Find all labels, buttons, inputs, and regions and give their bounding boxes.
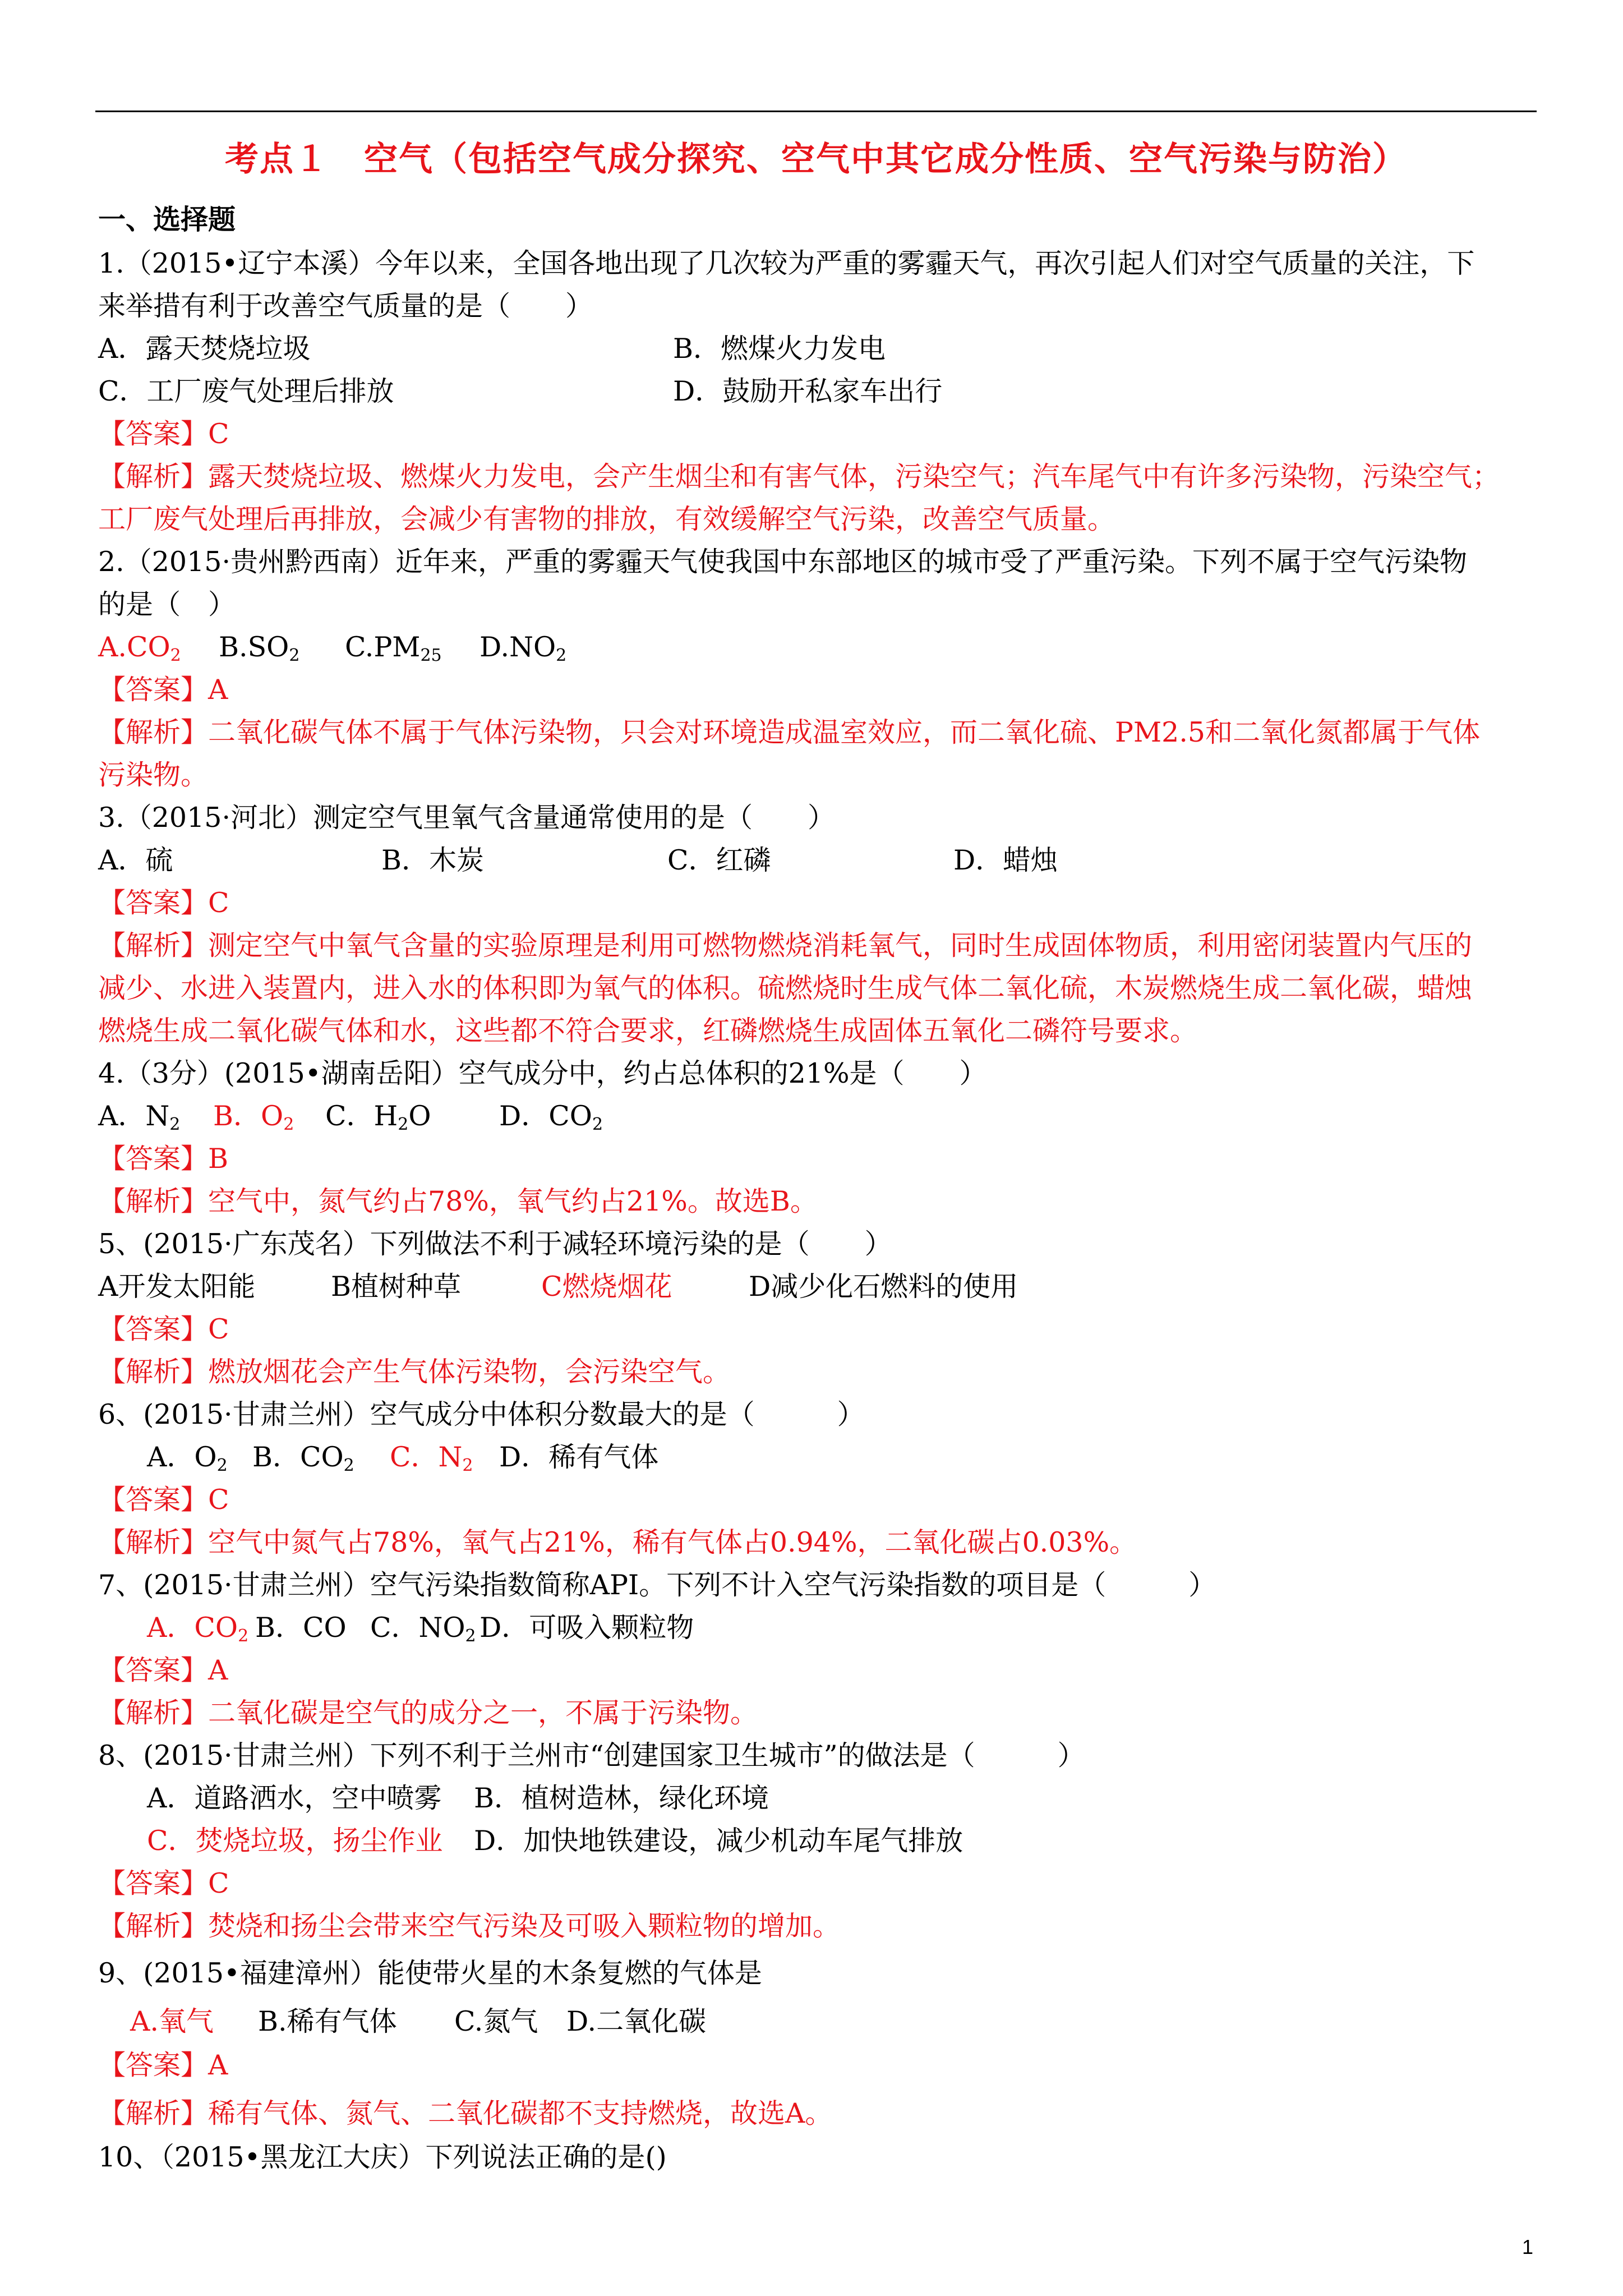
q4-option-a: A．$N_2$ xyxy=(98,1100,181,1134)
question-1-line-2: 来举措有利于改善空气质量的是（ ） xyxy=(98,290,593,322)
q2-option-d: $D.NO_2$ xyxy=(479,631,567,665)
q8-option-b: B．植树造林，绿化环境 xyxy=(474,1782,769,1814)
q5-option-c: C燃烧烟花 xyxy=(541,1271,672,1303)
q3-analysis-line-2: 减少、水进入装置内，进入水的体积即为氧气的体积。硫燃烧时生成气体二氧化硫，木炭燃烧生成二氧化碳，蜡烛 xyxy=(98,972,1473,1004)
q6-option-c: C．$N_2$ xyxy=(390,1441,473,1475)
q9-option-b: B.稀有气体 xyxy=(258,2005,397,2037)
q3-answer: 【答案】C xyxy=(98,887,229,919)
q6-analysis-line-1: 【解析】空气中氮气占78%，氧气占21%，稀有气体占0.94%，二氧化碳占0.03%。 xyxy=(98,1526,1137,1558)
question-7-line-1: 7、(2015·甘肃兰州）空气污染指数简称API。下列不计入空气污染指数的项目是（ ） xyxy=(98,1569,1216,1601)
q6-answer: 【答案】C xyxy=(98,1484,229,1516)
question-10-line-1: 10、（2015•黑龙江大庆）下列说法正确的是() xyxy=(98,2141,667,2173)
q9-option-c: C.氮气 xyxy=(454,2005,538,2037)
question-3-line-1: 3.（2015·河北）测定空气里氧气含量通常使用的是（ ） xyxy=(98,802,836,834)
page-title: 考点１ 空气（包括空气成分探究、空气中其它成分性质、空气污染与防治） xyxy=(225,140,1407,179)
q4-option-c: C．$H_2O$ xyxy=(325,1100,431,1134)
question-1-line-1: 1.（2015•辽宁本溪）今年以来，全国各地出现了几次较为严重的雾霾天气，再次引起人们对空气质量的关注，下 xyxy=(98,247,1475,279)
q2-option-a: $A.CO_2$ xyxy=(98,631,181,665)
q3-analysis-line-1: 【解析】测定空气中氧气含量的实验原理是利用可燃物燃烧消耗氧气，同时生成固体物质，利用密闭装置内气压的 xyxy=(98,930,1473,961)
q2-option-b: $B.SO_2$ xyxy=(219,631,300,665)
question-8-line-1: 8、(2015·甘肃兰州）下列不利于兰州市“创建国家卫生城市”的做法是（ ） xyxy=(98,1740,1085,1772)
q6-option-d: D．稀有气体 xyxy=(499,1441,659,1473)
q7-option-c: C．$NO_2$ xyxy=(370,1612,476,1646)
q2-analysis-line-1: 【解析】二氧化碳气体不属于气体污染物，只会对环境造成温室效应，而二氧化硫、PM2.5和二氧化氮都属于气体 xyxy=(98,716,1481,748)
q5-option-d: D减少化石燃料的使用 xyxy=(749,1271,1018,1303)
answer-value: C xyxy=(208,418,229,450)
question-9-line-1: 9、(2015•福建漳州）能使带火星的木条复燃的气体是 xyxy=(98,1957,762,1989)
q1-option-b: B．燃煤火力发电 xyxy=(673,333,886,365)
q1-option-a: A．露天焚烧垃圾 xyxy=(98,333,311,365)
q3-option-c: C．红磷 xyxy=(667,844,771,876)
q3-option-a: A．硫 xyxy=(98,844,173,876)
q7-answer: 【答案】A xyxy=(98,1654,228,1686)
q5-option-b: B植树种草 xyxy=(331,1271,462,1303)
q9-option-a: A.氧气 xyxy=(130,2005,214,2037)
question-2-line-2: 的是（ ） xyxy=(98,588,236,620)
q9-analysis-line-1: 【解析】稀有气体、氮气、二氧化碳都不支持燃烧，故选A。 xyxy=(98,2097,833,2129)
q6-option-a: A．$O_2$ xyxy=(147,1441,228,1475)
q1-analysis-line-2: 工厂废气处理后再排放，会减少有害物的排放，有效缓解空气污染，改善空气质量。 xyxy=(98,503,1115,535)
q7-option-b: B．CO xyxy=(255,1612,347,1644)
q7-analysis-line-1: 【解析】二氧化碳是空气的成分之一，不属于污染物。 xyxy=(98,1697,758,1729)
question-2-line-1: 2.（2015·贵州黔西南）近年来，严重的雾霾天气使我国中东部地区的城市受了严重污染。下列不属于空气污染物 xyxy=(98,546,1468,578)
q7-option-a: A．$CO_2$ xyxy=(147,1612,249,1646)
q5-option-a: A开发太阳能 xyxy=(98,1271,256,1303)
q3-option-d: D．蜡烛 xyxy=(953,844,1058,876)
q4-answer: 【答案】B xyxy=(98,1143,229,1175)
q4-analysis-line-1: 【解析】空气中，氮气约占78%，氧气约占21%。故选B。 xyxy=(98,1185,818,1217)
q8-option-c: C．焚烧垃圾，扬尘作业 xyxy=(147,1825,443,1857)
answer-tag: 【答案】 xyxy=(98,418,209,450)
q8-option-d: D．加快地铁建设，减少机动车尾气排放 xyxy=(474,1825,963,1857)
q2-option-c: $C.PM_{25}$ xyxy=(345,631,442,665)
q9-option-d: D.二氧化碳 xyxy=(566,2005,707,2037)
q9-answer: 【答案】A xyxy=(98,2049,228,2081)
q8-option-a: A．道路洒水，空中喷雾 xyxy=(147,1782,442,1814)
q6-option-b: B．$CO_2$ xyxy=(252,1441,354,1475)
q5-analysis-line-1: 【解析】燃放烟花会产生气体污染物，会污染空气。 xyxy=(98,1356,731,1388)
q8-answer: 【答案】C xyxy=(98,1867,229,1899)
q1-option-c: C．工厂废气处理后排放 xyxy=(98,375,394,407)
header-rule xyxy=(95,111,1537,112)
q2-analysis-line-2: 污染物。 xyxy=(98,759,209,791)
q1-option-d: D．鼓励开私家车出行 xyxy=(673,375,943,407)
q8-analysis-line-1: 【解析】焚烧和扬尘会带来空气污染及可吸入颗粒物的增加。 xyxy=(98,1910,841,1942)
q5-answer: 【答案】C xyxy=(98,1313,229,1345)
question-6-line-1: 6、(2015·甘肃兰州）空气成分中体积分数最大的是（ ） xyxy=(98,1398,865,1430)
q7-option-d: D．可吸入颗粒物 xyxy=(479,1612,694,1644)
q2-answer: 【答案】A xyxy=(98,674,228,706)
q4-option-b: B．$O_2$ xyxy=(213,1100,294,1134)
question-4-line-1: 4.（3分）(2015•湖南岳阳）空气成分中，约占总体积的21%是（ ） xyxy=(98,1057,987,1089)
q4-option-d: D．$CO_2$ xyxy=(499,1100,603,1134)
q3-option-b: B．木炭 xyxy=(381,844,485,876)
page-number: 1 xyxy=(1522,2235,1534,2258)
q3-analysis-line-3: 燃烧生成二氧化碳气体和水，这些都不符合要求，红磷燃烧生成固体五氧化二磷符号要求。 xyxy=(98,1015,1198,1047)
question-5-line-1: 5、(2015·广东茂名）下列做法不利于减轻环境污染的是（ ） xyxy=(98,1228,892,1260)
q1-answer xyxy=(98,417,229,451)
q1-analysis-line-1: 【解析】露天焚烧垃圾、燃煤火力发电，会产生烟尘和有害气体，污染空气；汽车尾气中有许多污染物，污染空气； xyxy=(98,461,1500,493)
analysis-tag: 【解析】 xyxy=(98,461,209,493)
section-heading: 一、选择题 xyxy=(98,204,236,236)
